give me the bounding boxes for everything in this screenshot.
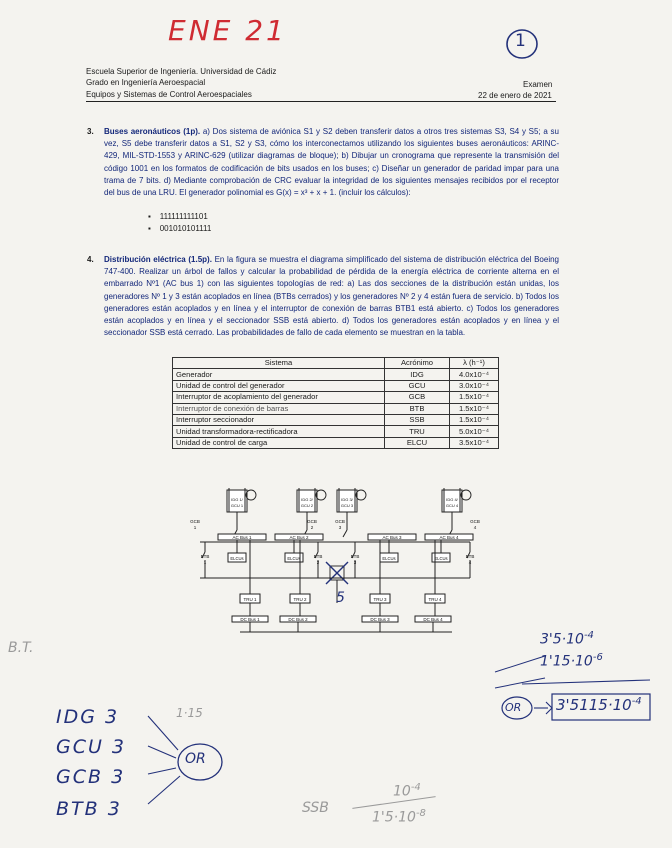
btb-label: BTB	[465, 554, 475, 559]
cell-acronym: GCU	[385, 380, 450, 391]
crc-message-1: ▪ 111111111101	[148, 212, 208, 221]
dc-bus-label: DC Bus 4	[423, 617, 443, 622]
header-school: Escuela Superior de Ingeniería. Universidad de Cádiz	[86, 67, 277, 76]
or-left-label: OR	[185, 751, 206, 767]
gcu-label: GCU 3	[340, 503, 354, 508]
cell-lambda: 1.5x10⁻⁴	[450, 392, 499, 403]
cell-acronym: SSB	[385, 414, 450, 425]
cell-system: Unidad transformadora-rectificadora	[173, 426, 385, 437]
cell-acronym: ELCU	[385, 437, 450, 448]
ac-bus-label: AC Bus 2	[289, 535, 309, 540]
table-header-lambda: λ (h⁻¹)	[450, 358, 499, 369]
cell-acronym: BTB	[385, 403, 450, 414]
cell-system: Interruptor de acoplamiento del generador	[173, 392, 385, 403]
header-degree: Grado en Ingeniería Aeroespacial	[86, 78, 206, 87]
tru-label: TRU 4	[428, 597, 442, 602]
cell-lambda: 1.5x10⁻⁴	[450, 414, 499, 425]
cell-lambda: 1.5x10⁻⁴	[450, 403, 499, 414]
question-4-text: En la figura se muestra el diagrama simplificado del sistema de distribución eléctrica del Boeing 747-400. Realizar un árbol de fallos y calcular la probabilidad de pérdida de la energía eléctrica de corriente alterna en el embarrado Nº1 (AC bus 1) con las siguientes topologías de red: a) Las dos secciones de la distribución están unidas, los generadores Nº 1 y 3 están acoplados en línea (BTBs cerrados) y los generadores Nº 2 y 4 están fuera de servicio. b) Todos los generadores están acoplados y en línea y el interruptor de conexión de barras BTB1 está abierto. c) Todos los generadores están acoplados y en línea y el seccionador SSB está abierto. d) Todos los generadores están acoplados y en línea y el seccionador SSB está cerrado. Las probabilidades de fallo de cada elemento se muestran en la tabla.	[104, 255, 560, 338]
dc-bus-label: DC Bus 2	[288, 617, 308, 622]
cell-system: Unidad de control del generador	[173, 380, 385, 391]
cell-lambda: 3.5x10⁻⁴	[450, 437, 499, 448]
cell-system: Interruptor seccionador	[173, 414, 385, 425]
idg-label: IDG 2/	[301, 497, 313, 502]
ac-bus-label: AC Bus 3	[382, 535, 402, 540]
gcb-number: 3	[338, 525, 342, 530]
cell-lambda: 3.0x10⁻⁴	[450, 380, 499, 391]
gcu-label: GCU 4	[445, 503, 459, 508]
header-date: 22 de enero de 2021	[478, 91, 552, 100]
idg-label: IDG 4/	[446, 497, 458, 502]
page-number: 1	[515, 31, 526, 51]
idg-label: IDG 1/	[231, 497, 243, 502]
gcb-label: GCB	[335, 519, 345, 524]
handwritten-list-3: GCB 3	[56, 766, 126, 788]
diagram-handwritten-label: 5	[336, 590, 345, 606]
question-4-title: Distribución eléctrica (1.5p).	[104, 255, 212, 264]
ac-bus-label: AC Bus 4	[439, 535, 459, 540]
btb-number: 1	[203, 560, 207, 565]
handwritten-calc-1: $3'5\cdot 10^{-4}$	[540, 630, 594, 648]
btb-number: 4	[468, 560, 472, 565]
elcu-label: ELCUs	[230, 556, 244, 561]
handwritten-list-4: BTB 3	[56, 798, 122, 820]
btb-label: BTB	[350, 554, 360, 559]
elcu-label: ELCUs	[382, 556, 396, 561]
cell-lambda: 4.0x10⁻⁴	[450, 369, 499, 380]
header-exam: Examen	[523, 80, 553, 89]
handwritten-calc-2: $1'15\cdot 10^{-6}$	[540, 652, 603, 670]
gcb-number: 4	[473, 525, 477, 530]
ac-bus-label: AC Bus 1	[232, 535, 252, 540]
or-right-label: OR	[505, 701, 522, 714]
table-header-acronym: Acrónimo	[385, 358, 450, 369]
gcb-number: 2	[310, 525, 314, 530]
btb-number: 3	[353, 560, 357, 565]
tru-label: TRU 3	[373, 597, 387, 602]
handwritten-list-1: IDG 3	[56, 706, 120, 728]
handwritten-bottom-1: $10^{-4}$	[393, 782, 421, 800]
handwritten-value-a: 1·15	[176, 706, 203, 720]
gcu-label: GCU 1	[230, 503, 244, 508]
elcu-label: ELCUs	[434, 556, 448, 561]
question-3-number: 3.	[87, 127, 94, 136]
handwritten-result: $3'5115\cdot 10^{-4}$	[556, 696, 642, 714]
tru-label: TRU 2	[293, 597, 307, 602]
question-3-title: Buses aeronáuticos (1p).	[104, 127, 201, 136]
gcb-label: GCB	[470, 519, 480, 524]
elcu-label: ELCUs	[287, 556, 301, 561]
handwritten-bt: B.T.	[8, 640, 34, 656]
header-course: Equipos y Sistemas de Control Aeroespaciales	[86, 90, 252, 99]
gcu-label: GCU 2	[300, 503, 314, 508]
cell-system: Interruptor de conexión de barras	[173, 403, 385, 414]
cell-acronym: GCB	[385, 392, 450, 403]
cell-system: Generador	[173, 369, 385, 380]
or-gate-left	[120, 710, 240, 820]
btb-number: 2	[316, 560, 320, 565]
tru-label: TRU 1	[243, 597, 257, 602]
table-header-system: Sistema	[173, 358, 385, 369]
gcb-number: 1	[193, 525, 197, 530]
cell-acronym: TRU	[385, 426, 450, 437]
crc-message-2: ▪ 001010101111	[148, 224, 212, 233]
cell-lambda: 5.0x10⁻⁴	[450, 426, 499, 437]
idg-label: IDG 3/	[341, 497, 353, 502]
gcb-label: GCB	[190, 519, 200, 524]
cell-system: Unidad de control de carga	[173, 437, 385, 448]
dc-bus-label: DC Bus 1	[240, 617, 260, 622]
handwritten-title: ENE 21	[168, 14, 287, 47]
btb-label: BTB	[200, 554, 210, 559]
question-3-text: a) Dos sistema de aviónica S1 y S2 deben transferir datos a otros tres sistemas S3, S4 y S5; a su vez, S5 debe transferir datos a S1, S2 y S3, cómo los interconectamos utilizando los siguientes buses aeronáuticos: ARINC-429, MIL-STD-1553 y ARINC-629 (utilizar diagramas de bloque); b) Dibujar un cronograma que represente la transmisión del código 1001 en los formatos de codificación de bits usados en los buses; c) Diseñar un generador de paridad impar para una trama de 7 bits. d) Mediante comprobación de CRC evaluar la integridad de los siguientes mensajes recibidos por el receptor del bus de una LRU. El generador polinomial es G(x) = x³ + x + 1. (incluir los cálculos):	[104, 127, 560, 198]
btb-label: BTB	[313, 554, 323, 559]
handwritten-ssb: SSB	[302, 800, 329, 816]
gcb-label: GCB	[307, 519, 317, 524]
handwritten-list-2: GCU 3	[56, 736, 127, 758]
question-4-number: 4.	[87, 255, 94, 264]
dc-bus-label: DC Bus 3	[370, 617, 390, 622]
cell-acronym: IDG	[385, 369, 450, 380]
handwritten-bottom-2: $1'5\cdot 10^{-8}$	[372, 808, 426, 826]
